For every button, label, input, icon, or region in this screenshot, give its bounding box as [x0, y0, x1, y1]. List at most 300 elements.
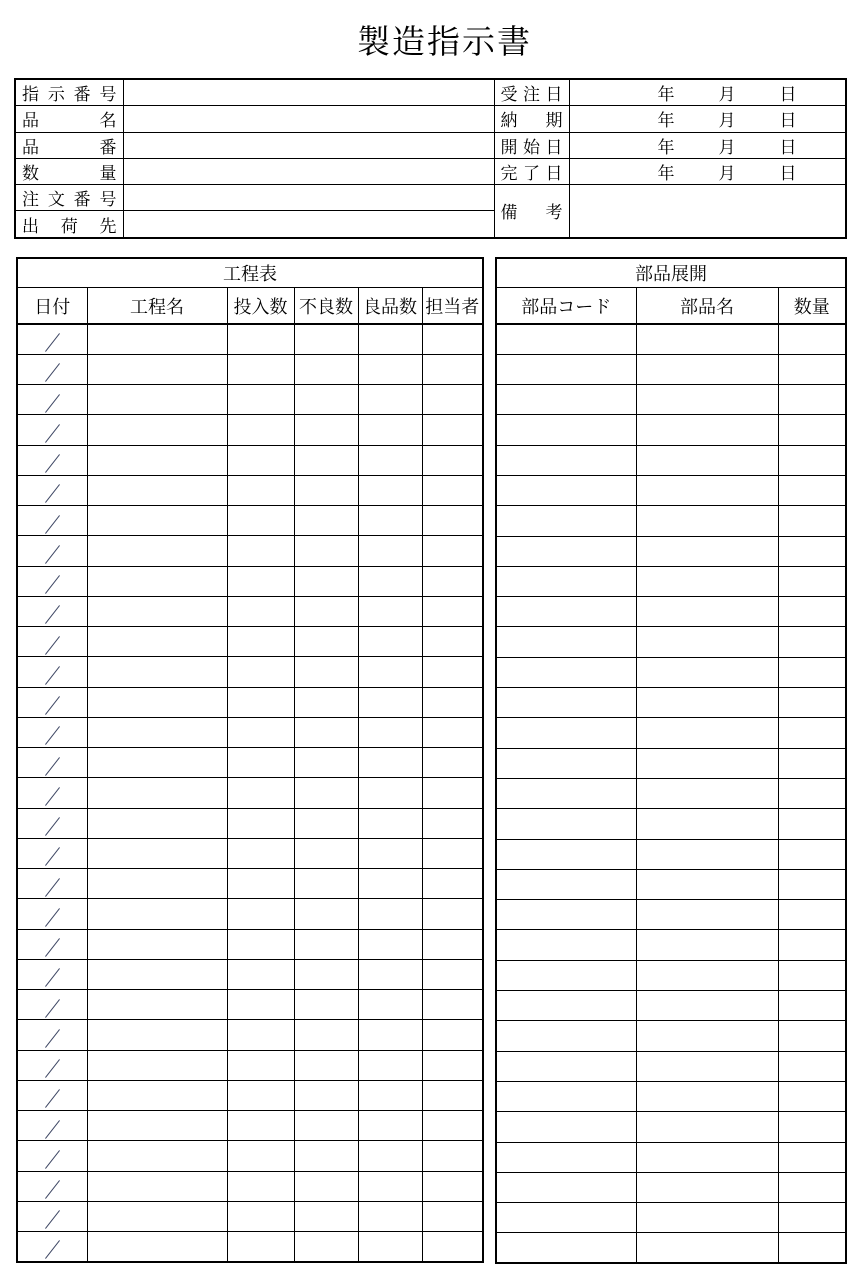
empty-cell	[778, 627, 846, 657]
date-cell	[17, 506, 87, 536]
empty-cell	[358, 445, 422, 475]
empty-cell	[496, 839, 636, 869]
day-unit: 日	[779, 137, 797, 157]
date-cell	[17, 1201, 87, 1231]
date-units	[570, 159, 846, 184]
empty-cell	[636, 1233, 778, 1263]
empty-cell	[227, 1111, 294, 1141]
justified-label-text: 注 文 番 号	[22, 190, 117, 210]
parts-row	[496, 809, 846, 839]
process-row	[17, 1141, 483, 1171]
empty-cell	[358, 778, 422, 808]
empty-cell	[227, 536, 294, 566]
empty-cell	[227, 324, 294, 354]
instruction-number-value	[123, 79, 494, 106]
date-slash-mark	[45, 1211, 60, 1230]
empty-cell	[778, 1172, 846, 1202]
empty-cell	[778, 778, 846, 808]
justified-label-text: 品 名	[22, 111, 117, 131]
empty-cell	[636, 900, 778, 930]
date-slash-mark	[45, 575, 60, 594]
order-info-row	[15, 158, 846, 184]
date-cell	[17, 627, 87, 657]
empty-cell	[87, 596, 227, 626]
empty-cell	[636, 415, 778, 445]
date-slash-mark	[45, 938, 60, 957]
empty-cell	[422, 536, 483, 566]
empty-cell	[227, 475, 294, 505]
date-units	[570, 106, 846, 131]
empty-cell	[87, 1080, 227, 1110]
empty-cell	[636, 1172, 778, 1202]
empty-cell	[422, 990, 483, 1020]
empty-cell	[422, 929, 483, 959]
col-header-person: 担当者	[422, 288, 483, 325]
empty-cell	[358, 899, 422, 929]
empty-cell	[422, 959, 483, 989]
empty-cell	[496, 1172, 636, 1202]
empty-cell	[227, 566, 294, 596]
process-row	[17, 385, 483, 415]
process-row	[17, 687, 483, 717]
process-row	[17, 475, 483, 505]
empty-cell	[496, 869, 636, 899]
parts-table-title-row	[496, 258, 846, 288]
empty-cell	[294, 596, 358, 626]
date-slash-mark	[45, 606, 60, 625]
date-cell	[17, 808, 87, 838]
col-header-good-qty: 良品数	[358, 288, 422, 325]
empty-cell	[227, 354, 294, 384]
date-cell	[17, 687, 87, 717]
empty-cell	[87, 506, 227, 536]
delivery-date-label	[494, 106, 569, 132]
empty-cell	[358, 385, 422, 415]
empty-cell	[778, 445, 846, 475]
empty-cell	[358, 1050, 422, 1080]
empty-cell	[496, 1021, 636, 1051]
empty-cell	[496, 354, 636, 384]
col-header-part-code: 部品コード	[496, 288, 636, 325]
empty-cell	[496, 778, 636, 808]
parts-row	[496, 354, 846, 384]
order-number-value	[123, 185, 494, 211]
remarks-label	[494, 185, 569, 238]
month-unit: 月	[718, 111, 736, 131]
empty-cell	[294, 1201, 358, 1231]
empty-cell	[422, 1111, 483, 1141]
process-row	[17, 1080, 483, 1110]
parts-row	[496, 445, 846, 475]
date-slash-mark	[45, 666, 60, 685]
empty-cell	[778, 536, 846, 566]
empty-cell	[294, 1171, 358, 1201]
empty-cell	[358, 959, 422, 989]
empty-cell	[778, 1203, 846, 1233]
empty-cell	[778, 506, 846, 536]
completion-date-value	[569, 158, 846, 184]
parts-table-title: 部品展開	[496, 258, 846, 288]
empty-cell	[778, 839, 846, 869]
empty-cell	[87, 1020, 227, 1050]
empty-cell	[422, 1050, 483, 1080]
date-cell	[17, 354, 87, 384]
date-cell	[17, 1171, 87, 1201]
empty-cell	[496, 1081, 636, 1111]
process-table	[16, 257, 484, 1263]
page-title: 製造指示書	[357, 25, 532, 61]
empty-cell	[358, 566, 422, 596]
empty-cell	[636, 324, 778, 354]
date-cell	[17, 778, 87, 808]
justified-label-text: 出 荷 先	[22, 216, 117, 236]
empty-cell	[227, 445, 294, 475]
parts-row	[496, 869, 846, 899]
empty-cell	[422, 475, 483, 505]
date-slash-mark	[45, 757, 60, 776]
empty-cell	[87, 1201, 227, 1231]
col-header-process-name: 工程名	[87, 288, 227, 325]
empty-cell	[422, 1141, 483, 1171]
empty-cell	[294, 506, 358, 536]
order-date-label	[494, 79, 569, 106]
empty-cell	[294, 1080, 358, 1110]
date-cell	[17, 959, 87, 989]
justified-label-text: 数 量	[22, 164, 117, 184]
empty-cell	[294, 869, 358, 899]
quantity-label	[15, 158, 123, 184]
month-unit: 月	[718, 164, 736, 184]
empty-cell	[636, 536, 778, 566]
empty-cell	[294, 990, 358, 1020]
empty-cell	[87, 536, 227, 566]
empty-cell	[636, 869, 778, 899]
empty-cell	[294, 324, 358, 354]
justified-label-text: 品 番	[22, 137, 117, 157]
empty-cell	[496, 627, 636, 657]
year-unit: 年	[657, 111, 675, 131]
empty-cell	[358, 657, 422, 687]
date-cell	[17, 415, 87, 445]
date-slash-mark	[45, 817, 60, 836]
parts-row	[496, 324, 846, 354]
date-cell	[17, 838, 87, 868]
empty-cell	[636, 385, 778, 415]
process-row	[17, 808, 483, 838]
empty-cell	[358, 687, 422, 717]
date-slash-mark	[45, 1150, 60, 1169]
empty-cell	[496, 718, 636, 748]
empty-cell	[422, 1171, 483, 1201]
date-slash-mark	[45, 334, 60, 353]
empty-cell	[358, 1141, 422, 1171]
empty-cell	[294, 354, 358, 384]
date-cell	[17, 657, 87, 687]
empty-cell	[778, 930, 846, 960]
product-name-value	[123, 106, 494, 132]
empty-cell	[358, 1171, 422, 1201]
empty-cell	[87, 1171, 227, 1201]
start-date-value	[569, 132, 846, 158]
empty-cell	[227, 385, 294, 415]
process-table-title: 工程表	[17, 258, 483, 288]
empty-cell	[422, 506, 483, 536]
date-cell	[17, 748, 87, 778]
start-date-label	[494, 132, 569, 158]
empty-cell	[496, 1051, 636, 1081]
empty-cell	[778, 597, 846, 627]
empty-cell	[294, 778, 358, 808]
empty-cell	[87, 415, 227, 445]
process-row	[17, 1232, 483, 1262]
empty-cell	[778, 718, 846, 748]
empty-cell	[87, 475, 227, 505]
empty-cell	[496, 445, 636, 475]
date-slash-mark	[45, 1120, 60, 1139]
empty-cell	[358, 748, 422, 778]
date-slash-mark	[45, 454, 60, 473]
justified-label-text: 納 期	[500, 111, 563, 131]
empty-cell	[227, 838, 294, 868]
parts-row	[496, 1081, 846, 1111]
date-cell	[17, 1141, 87, 1171]
ship-to-label	[15, 211, 123, 238]
empty-cell	[294, 385, 358, 415]
col-header-defect-qty: 不良数	[294, 288, 358, 325]
process-row	[17, 536, 483, 566]
empty-cell	[496, 991, 636, 1021]
empty-cell	[227, 1232, 294, 1262]
col-header-part-name: 部品名	[636, 288, 778, 325]
empty-cell	[227, 778, 294, 808]
empty-cell	[294, 1141, 358, 1171]
process-row	[17, 748, 483, 778]
empty-cell	[636, 930, 778, 960]
empty-cell	[496, 930, 636, 960]
empty-cell	[496, 415, 636, 445]
order-number-label	[15, 185, 123, 211]
empty-cell	[778, 688, 846, 718]
empty-cell	[422, 1020, 483, 1050]
empty-cell	[778, 1233, 846, 1263]
empty-cell	[227, 506, 294, 536]
empty-cell	[778, 1021, 846, 1051]
empty-cell	[294, 1111, 358, 1141]
empty-cell	[87, 990, 227, 1020]
empty-cell	[87, 1050, 227, 1080]
empty-cell	[294, 627, 358, 657]
date-cell	[17, 1080, 87, 1110]
empty-cell	[422, 1080, 483, 1110]
empty-cell	[636, 597, 778, 627]
empty-cell	[496, 1142, 636, 1172]
empty-cell	[294, 959, 358, 989]
process-row	[17, 627, 483, 657]
empty-cell	[778, 991, 846, 1021]
process-row	[17, 1201, 483, 1231]
process-row	[17, 566, 483, 596]
empty-cell	[636, 748, 778, 778]
empty-cell	[294, 475, 358, 505]
empty-cell	[778, 354, 846, 384]
empty-cell	[227, 687, 294, 717]
empty-cell	[778, 1081, 846, 1111]
empty-cell	[87, 354, 227, 384]
parts-row	[496, 385, 846, 415]
justified-label-text: 備 考	[500, 203, 563, 223]
empty-cell	[422, 324, 483, 354]
empty-cell	[636, 627, 778, 657]
process-row	[17, 838, 483, 868]
empty-cell	[422, 657, 483, 687]
date-slash-mark	[45, 727, 60, 746]
month-unit: 月	[718, 85, 736, 105]
parts-row	[496, 960, 846, 990]
empty-cell	[636, 1051, 778, 1081]
empty-cell	[358, 596, 422, 626]
empty-cell	[636, 991, 778, 1021]
empty-cell	[227, 869, 294, 899]
parts-row	[496, 1203, 846, 1233]
empty-cell	[227, 415, 294, 445]
date-cell	[17, 869, 87, 899]
parts-row	[496, 748, 846, 778]
empty-cell	[227, 1080, 294, 1110]
empty-cell	[294, 748, 358, 778]
empty-cell	[294, 1232, 358, 1262]
empty-cell	[87, 748, 227, 778]
empty-cell	[422, 445, 483, 475]
date-slash-mark	[45, 394, 60, 413]
empty-cell	[358, 415, 422, 445]
empty-cell	[636, 1142, 778, 1172]
empty-cell	[422, 748, 483, 778]
empty-cell	[87, 929, 227, 959]
date-slash-mark	[45, 636, 60, 655]
empty-cell	[496, 1112, 636, 1142]
empty-cell	[422, 627, 483, 657]
process-row	[17, 657, 483, 687]
col-header-input-qty: 投入数	[227, 288, 294, 325]
empty-cell	[87, 959, 227, 989]
date-slash-mark	[45, 1241, 60, 1260]
empty-cell	[778, 415, 846, 445]
year-unit: 年	[657, 85, 675, 105]
order-info-row	[15, 185, 846, 211]
empty-cell	[496, 506, 636, 536]
empty-cell	[294, 899, 358, 929]
process-row	[17, 929, 483, 959]
empty-cell	[422, 899, 483, 929]
empty-cell	[358, 475, 422, 505]
empty-cell	[358, 536, 422, 566]
empty-cell	[87, 445, 227, 475]
parts-row	[496, 778, 846, 808]
month-unit: 月	[718, 137, 736, 157]
empty-cell	[422, 687, 483, 717]
empty-cell	[422, 1232, 483, 1262]
year-unit: 年	[657, 164, 675, 184]
date-cell	[17, 717, 87, 747]
col-header-date: 日付	[17, 288, 87, 325]
justified-label-text: 受 注 日	[500, 85, 563, 105]
empty-cell	[422, 717, 483, 747]
empty-cell	[227, 657, 294, 687]
process-row	[17, 415, 483, 445]
process-row	[17, 717, 483, 747]
empty-cell	[87, 687, 227, 717]
parts-row	[496, 597, 846, 627]
empty-cell	[496, 536, 636, 566]
empty-cell	[778, 1112, 846, 1142]
instruction-number-label	[15, 79, 123, 106]
empty-cell	[227, 959, 294, 989]
empty-cell	[636, 657, 778, 687]
empty-cell	[358, 506, 422, 536]
empty-cell	[227, 1171, 294, 1201]
process-row	[17, 1171, 483, 1201]
parts-table-header-row	[496, 288, 846, 325]
date-slash-mark	[45, 1029, 60, 1048]
empty-cell	[227, 1201, 294, 1231]
date-cell	[17, 324, 87, 354]
empty-cell	[358, 1201, 422, 1231]
process-row	[17, 445, 483, 475]
empty-cell	[422, 869, 483, 899]
parts-row	[496, 1172, 846, 1202]
empty-cell	[294, 687, 358, 717]
product-name-label	[15, 106, 123, 132]
parts-row	[496, 1112, 846, 1142]
process-row	[17, 596, 483, 626]
date-slash-mark	[45, 424, 60, 443]
order-date-value	[569, 79, 846, 106]
parts-row	[496, 566, 846, 596]
empty-cell	[227, 1141, 294, 1171]
empty-cell	[87, 627, 227, 657]
empty-cell	[422, 354, 483, 384]
empty-cell	[778, 385, 846, 415]
parts-row	[496, 506, 846, 536]
empty-cell	[358, 354, 422, 384]
empty-cell	[496, 1233, 636, 1263]
empty-cell	[294, 566, 358, 596]
date-slash-mark	[45, 1059, 60, 1078]
date-cell	[17, 385, 87, 415]
empty-cell	[422, 415, 483, 445]
parts-table	[495, 257, 847, 1264]
empty-cell	[294, 1050, 358, 1080]
empty-cell	[87, 566, 227, 596]
date-cell	[17, 990, 87, 1020]
process-table-header-row	[17, 288, 483, 325]
empty-cell	[636, 839, 778, 869]
date-cell	[17, 1232, 87, 1262]
empty-cell	[496, 748, 636, 778]
process-row	[17, 778, 483, 808]
empty-cell	[636, 1203, 778, 1233]
empty-cell	[87, 869, 227, 899]
parts-row	[496, 1021, 846, 1051]
empty-cell	[358, 1232, 422, 1262]
empty-cell	[496, 324, 636, 354]
empty-cell	[227, 627, 294, 657]
part-number-value	[123, 132, 494, 158]
process-row	[17, 869, 483, 899]
date-slash-mark	[45, 999, 60, 1018]
parts-row	[496, 1142, 846, 1172]
parts-row	[496, 930, 846, 960]
